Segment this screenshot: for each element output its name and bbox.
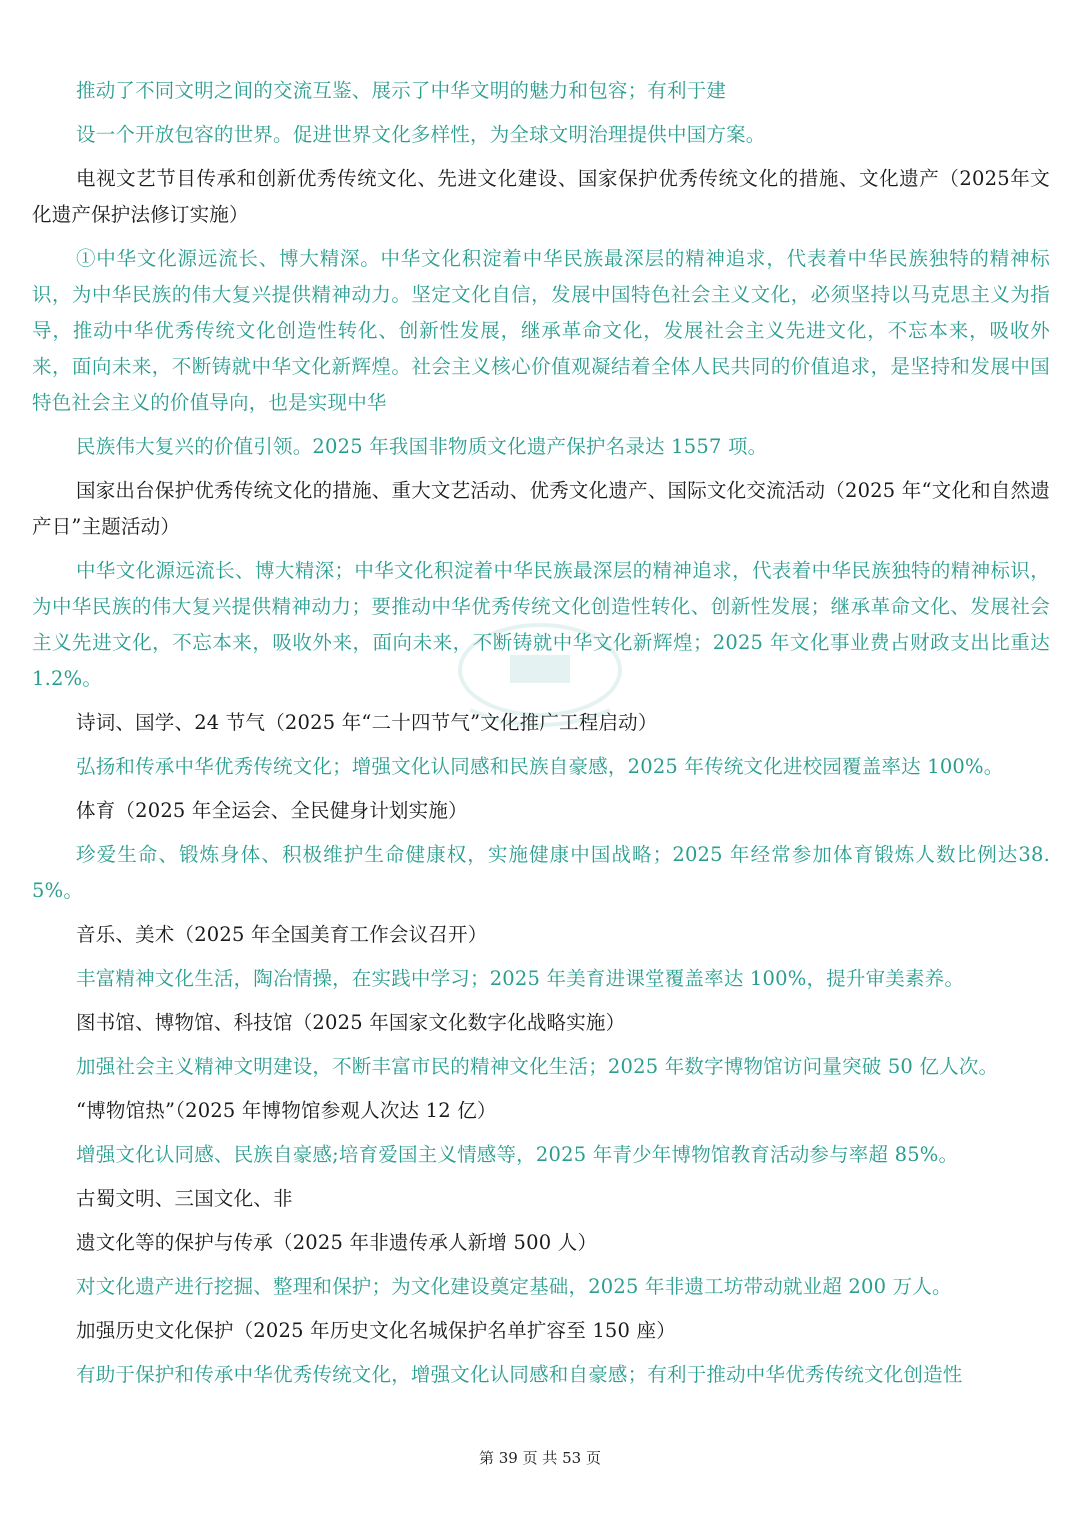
- topic-heading: “博物馆热”（2025 年博物馆参观人次达 12 亿）: [76, 1099, 497, 1122]
- answer-paragraph: 民族伟大复兴的价值引领。2025 年我国非物质文化遗产保护名录达 1557 项。: [76, 435, 768, 458]
- answer-paragraph: 中华文化源远流长、博大精深；中华文化积淀着中华民族最深层的精神追求，代表着中华民族独特的精神标识，为中华民族的伟大复兴提供精神动力；要推动中华优秀传统文化创造性转化、创新性发展；继承革命文化、发展社会主义先进文化，不忘本来，吸收外来，面向未来，不断铸就中华文化新辉煌；2025 年文化事业费占财政支出比重达 1.2%。: [32, 559, 1050, 690]
- topic-heading: 诗词、国学、24 节气（2025 年“二十四节气”文化推广工程启动）: [76, 711, 658, 734]
- answer-paragraph: 设一个开放包容的世界。促进世界文化多样性，为全球文明治理提供中国方案。: [76, 123, 766, 146]
- answer-paragraph: 丰富精神文化生活，陶冶情操，在实践中学习；2025 年美育进课堂覆盖率达 100%，提升审美素养。: [76, 967, 965, 990]
- topic-heading: 电视文艺节目传承和创新优秀传统文化、先进文化建设、国家保护优秀传统文化的措施、文化遗产（2025年文化遗产保护法修订实施）: [32, 167, 1050, 226]
- answer-paragraph: 有助于保护和传承中华优秀传统文化，增强文化认同感和自豪感；有利于推动中华优秀传统文化创造性: [76, 1363, 963, 1386]
- answer-paragraph: 推动了不同文明之间的交流互鉴、展示了中华文明的魅力和包容；有利于建: [76, 79, 727, 102]
- topic-heading: 体育（2025 年全运会、全民健身计划实施）: [76, 799, 468, 822]
- answer-paragraph: 弘扬和传承中华优秀传统文化；增强文化认同感和民族自豪感，2025 年传统文化进校园覆盖率达 100%。: [76, 755, 1004, 778]
- document-body: [32, 73, 1050, 1401]
- answer-paragraph: 加强社会主义精神文明建设，不断丰富市民的精神文化生活；2025 年数字博物馆访问量突破 50 亿人次。: [76, 1055, 999, 1078]
- answer-paragraph: 珍爱生命、锻炼身体、积极维护生命健康权，实施健康中国战略；2025 年经常参加体育锻炼人数比例达38.5%。: [32, 843, 1050, 902]
- topic-heading: 国家出台保护优秀传统文化的措施、重大文艺活动、优秀文化遗产、国际文化交流活动（2025 年“文化和自然遗产日”主题活动）: [32, 479, 1050, 538]
- answer-paragraph: 增强文化认同感、民族自豪感;培育爱国主义情感等，2025 年青少年博物馆教育活动参与率超 85%。: [76, 1143, 959, 1166]
- topic-heading: 图书馆、博物馆、科技馆（2025 年国家文化数字化战略实施）: [76, 1011, 626, 1034]
- topic-heading: 加强历史文化保护（2025 年历史文化名城保护名单扩容至 150 座）: [76, 1319, 676, 1342]
- answer-paragraph: 对文化遗产进行挖掘、整理和保护；为文化建设奠定基础，2025 年非遗工坊带动就业超 200 万人。: [76, 1275, 952, 1298]
- topic-heading: 音乐、美术（2025 年全国美育工作会议召开）: [76, 923, 488, 946]
- topic-heading: 遗文化等的保护与传承（2025 年非遗传承人新增 500 人）: [76, 1231, 598, 1254]
- page-number: 第 39 页 共 53 页: [478, 1449, 601, 1467]
- topic-heading: 古蜀文明、三国文化、非: [76, 1187, 293, 1210]
- answer-paragraph: ①中华文化源远流长、博大精深。中华文化积淀着中华民族最深层的精神追求，代表着中华民族独特的精神标识，为中华民族的伟大复兴提供精神动力。坚定文化自信，发展中国特色社会主义文化，必须坚持以马克思主义为指导，推动中华优秀传统文化创造性转化、创新性发展，继承革命文化，发展社会主义先进文化，不忘本来，吸收外来，面向未来，不断铸就中华文化新辉煌。社会主义核心价值观凝结着全体人民共同的价值追求，是坚持和发展中国特色社会主义的价值导向，也是实现中华: [32, 247, 1050, 414]
